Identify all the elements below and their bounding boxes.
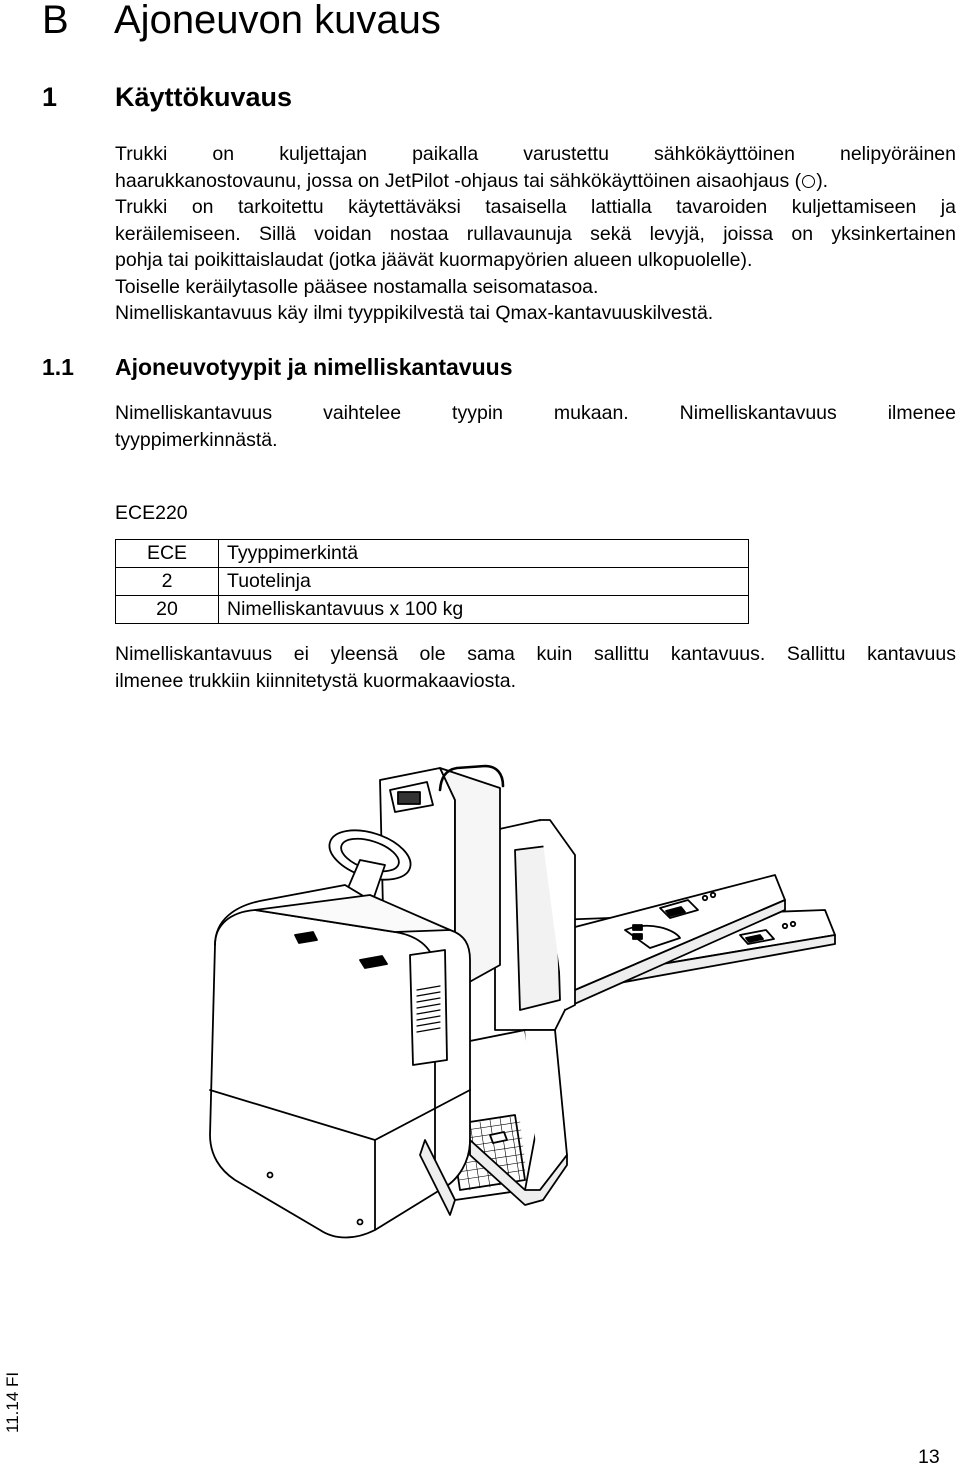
section-number: 1 [42,82,58,112]
paragraph-line: pohja tai poikittaislaudat (jotka jäävät kuormapyörien alueen ulkopuolelle). [115,249,753,271]
subsection-paragraph [115,400,956,453]
table-cell-code: ECE [116,540,219,568]
drive-unit [210,885,470,1238]
chapter-letter: B [42,0,69,42]
table-cell-meaning: Tyyppimerkintä [219,540,749,568]
load-capacity-paragraph [115,641,956,694]
paragraph-line: keräilemiseen. Sillä voidan nostaa rullavaunuja sekä levyjä, joissa on yksinkertainen [115,222,956,245]
table-cell-meaning: Nimelliskantavuus x 100 kg [219,596,749,624]
table-cell-code: 20 [116,596,219,624]
pallet-truck-illustration [195,760,865,1320]
circle-option-symbol-icon [802,175,815,188]
section-1-paragraph [115,141,956,327]
footer-date: 11.14 FI [3,1371,22,1433]
paragraph-line: haarukkanostovaunu, jossa on JetPilot -ohjaus tai sähkökäyttöinen aisaohjaus ( ). [115,169,829,192]
chapter-heading [42,0,441,46]
paragraph-line: tyyppimerkinnästä. [115,428,278,451]
section-title: Käyttökuvaus [115,82,293,112]
type-code-example: ECE220 [115,502,188,524]
paragraph-line: Nimelliskantavuus vaihtelee tyypin mukaan. Nimelliskantavuus ilmenee [115,402,956,424]
page-number: 13 [918,1446,940,1468]
type-code-table [115,539,749,624]
table-row [116,540,749,568]
paragraph-line: Trukki on tarkoitettu käytettäväksi tasaisella lattialla tavaroiden kuljettamiseen ja [115,196,956,218]
paragraph-line: ilmenee trukkiin kiinnitetystä kuormakaaviosta. [115,669,517,692]
chapter-title: Ajoneuvon kuvaus [114,0,441,42]
table-cell-code: 2 [116,568,219,596]
table-row [116,568,749,596]
subsection-title: Ajoneuvotyypit ja nimelliskantavuus [115,354,513,380]
paragraph-line: Trukki on kuljettajan paikalla varustettu sähkökäyttöinen nelipyöräinen [115,143,956,165]
paragraph-line: Nimelliskantavuus ei yleensä ole sama kuin sallittu kantavuus. Sallittu kantavuus [115,643,956,665]
mast-frame [495,820,575,1030]
table-cell-meaning: Tuotelinja [219,568,749,596]
paragraph-line: Toiselle keräilytasolle pääsee nostamalla seisomatasoa. [115,275,599,298]
section-heading [42,80,292,114]
subsection-heading [42,352,513,382]
table-row [116,596,749,624]
paragraph-line: Nimelliskantavuus käy ilmi tyyppikilvestä tai Qmax-kantavuuskilvestä. [115,302,714,324]
subsection-number: 1.1 [42,354,74,380]
